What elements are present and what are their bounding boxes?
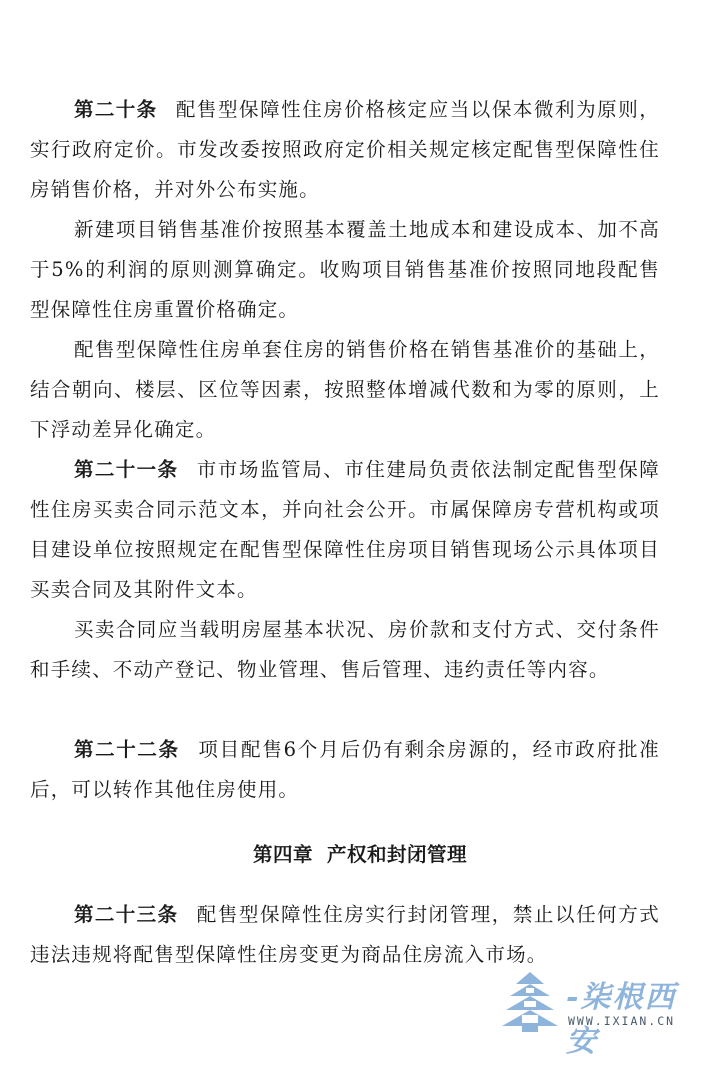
paragraph-new-project-price: 新建项目销售基准价按照基本覆盖土地成本和建设成本、加不高于5%的利润的原则测算确定。收购项目销售基准价按照同地段配售型保障性住房重置价格确定。 xyxy=(30,218,660,321)
watermark-url: WWW.IXIAN.CN xyxy=(568,1014,676,1028)
article-21 xyxy=(30,450,660,610)
pagoda-logo-icon xyxy=(500,970,560,1034)
paragraph-unit-price: 配售型保障性住房单套住房的销售价格在销售基准价的基础上，结合朝向、楼层、区位等因素，按照整体增减代数和为零的原则，上下浮动差异化确定。 xyxy=(30,338,660,441)
article-22-label: 第二十二条 xyxy=(74,738,180,761)
article-20-text: 配售型保障性住房价格核定应当以保本微利为原则，实行政府定价。市发改委按照政府定价相关规定核定配售型保障性住房销售价格，并对外公布实施。 xyxy=(30,98,660,201)
chapter-4-title: 产权和封闭管理 xyxy=(327,843,468,866)
site-watermark xyxy=(500,968,700,1059)
article-20-label: 第二十条 xyxy=(74,98,158,121)
article-21-label: 第二十一条 xyxy=(74,458,179,481)
article-23 xyxy=(30,895,660,975)
article-20 xyxy=(30,90,660,210)
article-22 xyxy=(30,730,660,810)
article-21-text: 市市场监管局、市住建局负责依法制定配售型保障性住房买卖合同示范文本，并向社会公开。市属保障房专营机构或项目建设单位按照规定在配售型保障性住房项目销售现场公示具体项目买卖合同及其附件文本。 xyxy=(30,458,660,601)
chapter-4-number: 第四章 xyxy=(252,843,313,866)
chapter-4-heading xyxy=(0,835,720,875)
paragraph-contract-contents: 买卖合同应当载明房屋基本状况、房价款和支付方式、交付条件和手续、不动产登记、物业管理、售后管理、违约责任等内容。 xyxy=(30,618,660,681)
article-23-text: 配售型保障性住房实行封闭管理，禁止以任何方式违法违规将配售型保障性住房变更为商品住房流入市场。 xyxy=(30,903,660,966)
article-23-label: 第二十三条 xyxy=(74,903,179,926)
article-22-text: 项目配售6个月后仍有剩余房源的，经市政府批准后，可以转作其他住房使用。 xyxy=(30,738,660,801)
watermark-name: -柒根西安 xyxy=(566,980,677,1059)
